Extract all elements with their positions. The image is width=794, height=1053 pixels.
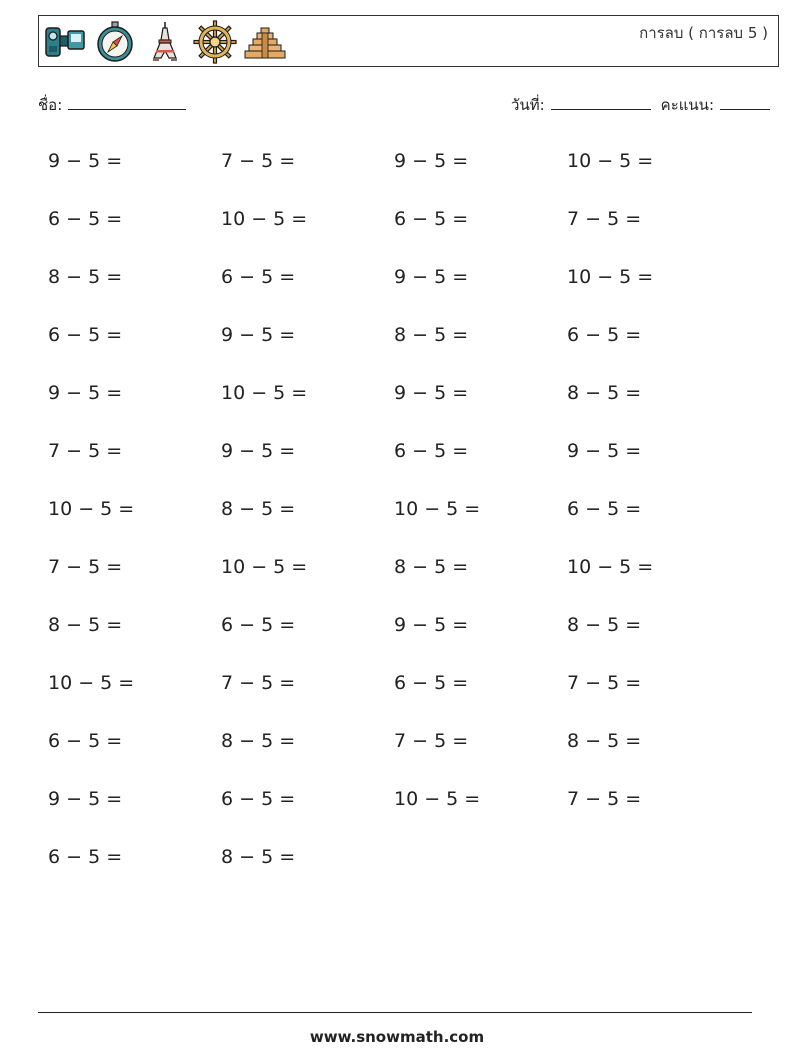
problem-item: 7 − 5 = — [567, 208, 642, 230]
problem-item: 8 − 5 = — [567, 382, 642, 404]
problem-item: 6 − 5 = — [48, 324, 123, 346]
problem-item: 8 − 5 = — [48, 614, 123, 636]
problem-item: 6 − 5 = — [48, 846, 123, 868]
problem-item: 7 − 5 = — [48, 556, 123, 578]
eiffel-tower-icon — [143, 20, 187, 64]
problem-item: 8 − 5 = — [394, 556, 469, 578]
pyramid-icon — [243, 20, 287, 64]
footer-url: www.snowmath.com — [309, 1028, 485, 1046]
score-blank[interactable] — [720, 95, 770, 110]
problem-item: 8 − 5 = — [48, 266, 123, 288]
date-label: วันที่: — [511, 96, 545, 114]
problem-item: 10 − 5 = — [48, 672, 135, 694]
problem-item: 8 − 5 = — [394, 324, 469, 346]
problem-item: 8 − 5 = — [221, 498, 296, 520]
problem-item: 9 − 5 = — [394, 150, 469, 172]
problem-item: 10 − 5 = — [567, 150, 654, 172]
problem-item: 7 − 5 = — [567, 788, 642, 810]
problem-row — [48, 261, 748, 319]
problem-row — [48, 841, 748, 899]
worksheet-title: การลบ ( การลบ 5 ) — [639, 24, 768, 42]
footer-divider — [38, 1012, 752, 1013]
problem-item: 9 − 5 = — [567, 440, 642, 462]
camcorder-icon — [43, 20, 87, 64]
problem-row — [48, 783, 748, 841]
problem-item: 9 − 5 = — [394, 382, 469, 404]
problem-row — [48, 203, 748, 261]
problem-item: 10 − 5 = — [567, 556, 654, 578]
problem-item: 10 − 5 = — [221, 208, 308, 230]
problem-item: 9 − 5 = — [221, 324, 296, 346]
problem-item: 7 − 5 = — [567, 672, 642, 694]
name-label: ชื่อ: — [38, 96, 63, 114]
problem-item: 9 − 5 = — [48, 788, 123, 810]
problem-item: 10 − 5 = — [221, 382, 308, 404]
problem-row — [48, 377, 748, 435]
ship-wheel-icon — [193, 20, 237, 64]
date-blank[interactable] — [551, 95, 651, 110]
problem-row — [48, 551, 748, 609]
problem-item: 8 − 5 = — [221, 846, 296, 868]
problem-row — [48, 725, 748, 783]
problem-item: 9 − 5 = — [221, 440, 296, 462]
problem-item: 9 − 5 = — [48, 150, 123, 172]
problem-item: 6 − 5 = — [48, 730, 123, 752]
problem-item: 6 − 5 = — [394, 440, 469, 462]
problem-item: 10 − 5 = — [394, 498, 481, 520]
problem-item: 9 − 5 = — [394, 266, 469, 288]
problem-item: 10 − 5 = — [394, 788, 481, 810]
worksheet-header — [38, 15, 779, 67]
problem-row — [48, 609, 748, 667]
problem-row — [48, 435, 748, 493]
problem-item: 9 − 5 = — [48, 382, 123, 404]
problem-item: 6 − 5 = — [221, 788, 296, 810]
problem-item: 7 − 5 = — [48, 440, 123, 462]
problem-item: 8 − 5 = — [567, 614, 642, 636]
problem-item: 6 − 5 = — [221, 266, 296, 288]
problem-item: 6 − 5 = — [394, 672, 469, 694]
problem-item: 7 − 5 = — [221, 672, 296, 694]
problem-item: 6 − 5 = — [221, 614, 296, 636]
problem-item: 7 − 5 = — [221, 150, 296, 172]
problem-grid — [48, 145, 748, 899]
problem-item: 7 − 5 = — [394, 730, 469, 752]
name-field — [38, 93, 186, 117]
problem-item: 8 − 5 = — [567, 730, 642, 752]
problem-row — [48, 493, 748, 551]
problem-item: 6 − 5 = — [567, 498, 642, 520]
problem-row — [48, 145, 748, 203]
problem-item: 10 − 5 = — [567, 266, 654, 288]
compass-icon — [93, 20, 137, 64]
problem-item: 10 − 5 = — [221, 556, 308, 578]
problem-item: 6 − 5 = — [394, 208, 469, 230]
header-icons — [43, 20, 287, 64]
date-score-fields — [511, 93, 770, 117]
name-blank[interactable] — [68, 95, 186, 110]
problem-row — [48, 667, 748, 725]
problem-row — [48, 319, 748, 377]
problem-item: 8 − 5 = — [221, 730, 296, 752]
problem-item: 10 − 5 = — [48, 498, 135, 520]
problem-item: 6 − 5 = — [567, 324, 642, 346]
problem-item: 6 − 5 = — [48, 208, 123, 230]
score-label: คะแนน: — [660, 96, 714, 114]
problem-item: 9 − 5 = — [394, 614, 469, 636]
